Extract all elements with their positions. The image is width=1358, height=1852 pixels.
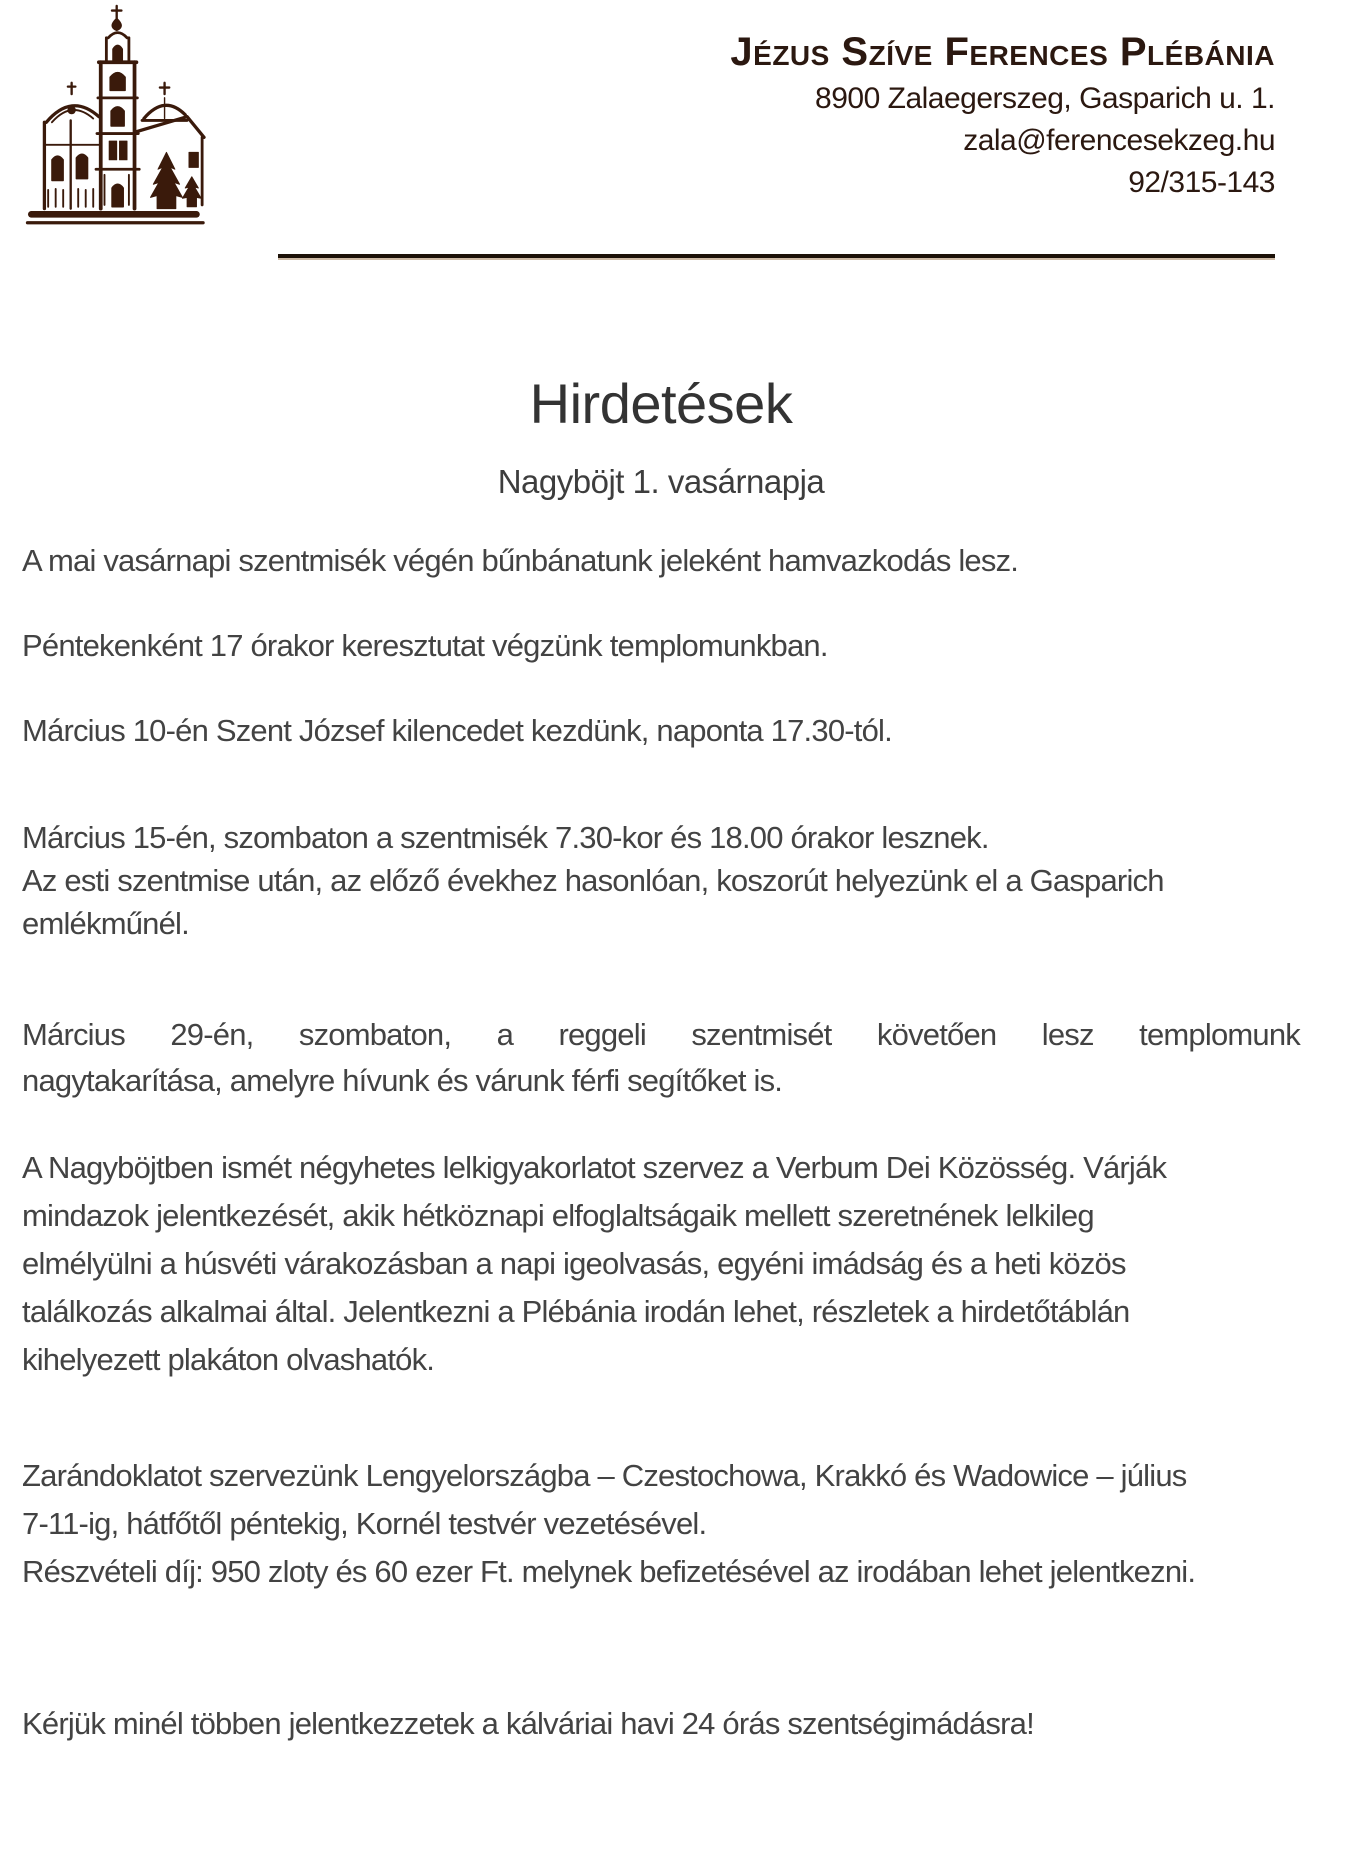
paragraph-line: Március 15-én, szombaton a szentmisék 7.30-kor és 18.00 órakor lesznek. [22, 820, 989, 855]
paragraph [22, 1702, 1300, 1745]
paragraph-line: Március 29-én, szombaton, a reggeli szentmisét követően lesz templomunk [22, 1017, 1300, 1052]
paragraph [22, 624, 1300, 667]
document-body [0, 254, 1358, 1745]
paragraph-line: A mai vasárnapi szentmisék végén bűnbánatunk jeleként hamvazkodás lesz. [22, 543, 1019, 578]
paragraph-line: Március 10-én Szent József kilencedet kezdünk, naponta 17.30-tól. [22, 713, 892, 748]
paragraph-line: Zarándoklatot szervezünk Lengyelországba – Czestochowa, Krakkó és Wadowice – július [22, 1458, 1187, 1493]
parish-address: 8900 Zalaegerszeg, Gasparich u. 1. [815, 82, 1275, 115]
paragraph-line: Péntekenként 17 órakor keresztutat végzünk templomunkban. [22, 628, 828, 663]
letterhead [0, 0, 1358, 232]
header-divider [278, 254, 1275, 260]
page-subtitle: Nagyböjt 1. vasárnapja [497, 463, 825, 500]
paragraph-line: 7-11-ig, hátfőtől péntekig, Kornél testvér vezetésével. [22, 1506, 707, 1541]
paragraph [22, 539, 1300, 582]
paragraph-line: mindazok jelentkezését, akik hétköznapi elfoglaltságaik mellett szeretnének lelkileg [22, 1198, 1094, 1233]
paragraph [22, 1144, 1300, 1384]
church-logo [18, 4, 206, 234]
paragraph [22, 1012, 1300, 1104]
paragraph-line: Az esti szentmise után, az előző évekhez hasonlóan, koszorút helyezünk el a Gasparich [22, 863, 1164, 898]
parish-phone: 92/315-143 [1128, 166, 1275, 199]
paragraph-line: nagytakarítása, amelyre hívunk és várunk férfi segítőket is. [22, 1063, 783, 1098]
paragraph [22, 709, 1300, 752]
paragraph [22, 1452, 1300, 1596]
paragraph-line: emlékműnél. [22, 906, 189, 941]
announcement-paragraphs [22, 539, 1300, 1745]
paragraph-line: kihelyezett plakáton olvashatók. [22, 1342, 435, 1377]
paragraph-line: találkozás alkalmai által. Jelentkezni a Plébánia irodán lehet, részletek a hirdetőtáblán [22, 1294, 1130, 1329]
paragraph-line: elmélyülni a húsvéti várakozásban a napi igeolvasás, egyéni imádság és a heti közös [22, 1246, 1126, 1281]
paragraph-line: Kérjük minél többen jelentkezzetek a kálváriai havi 24 órás szentségimádásra! [22, 1706, 1034, 1741]
paragraph-line: A Nagyböjtben ismét négyhetes lelkigyakorlatot szervez a Verbum Dei Közösség. Várják [22, 1150, 1167, 1185]
page-title: Hirdetések [529, 372, 793, 435]
parish-contact-block [730, 26, 1275, 204]
parish-name: Jézus Szíve Ferences Plébánia [730, 30, 1275, 74]
parish-email: zala@ferencesekzeg.hu [963, 124, 1275, 157]
paragraph-line: Részvételi díj: 950 zloty és 60 ezer Ft. melynek befizetésével az irodában lehet jelentkezni. [22, 1554, 1196, 1589]
paragraph [22, 816, 1300, 945]
church-logo-icon [18, 4, 206, 234]
